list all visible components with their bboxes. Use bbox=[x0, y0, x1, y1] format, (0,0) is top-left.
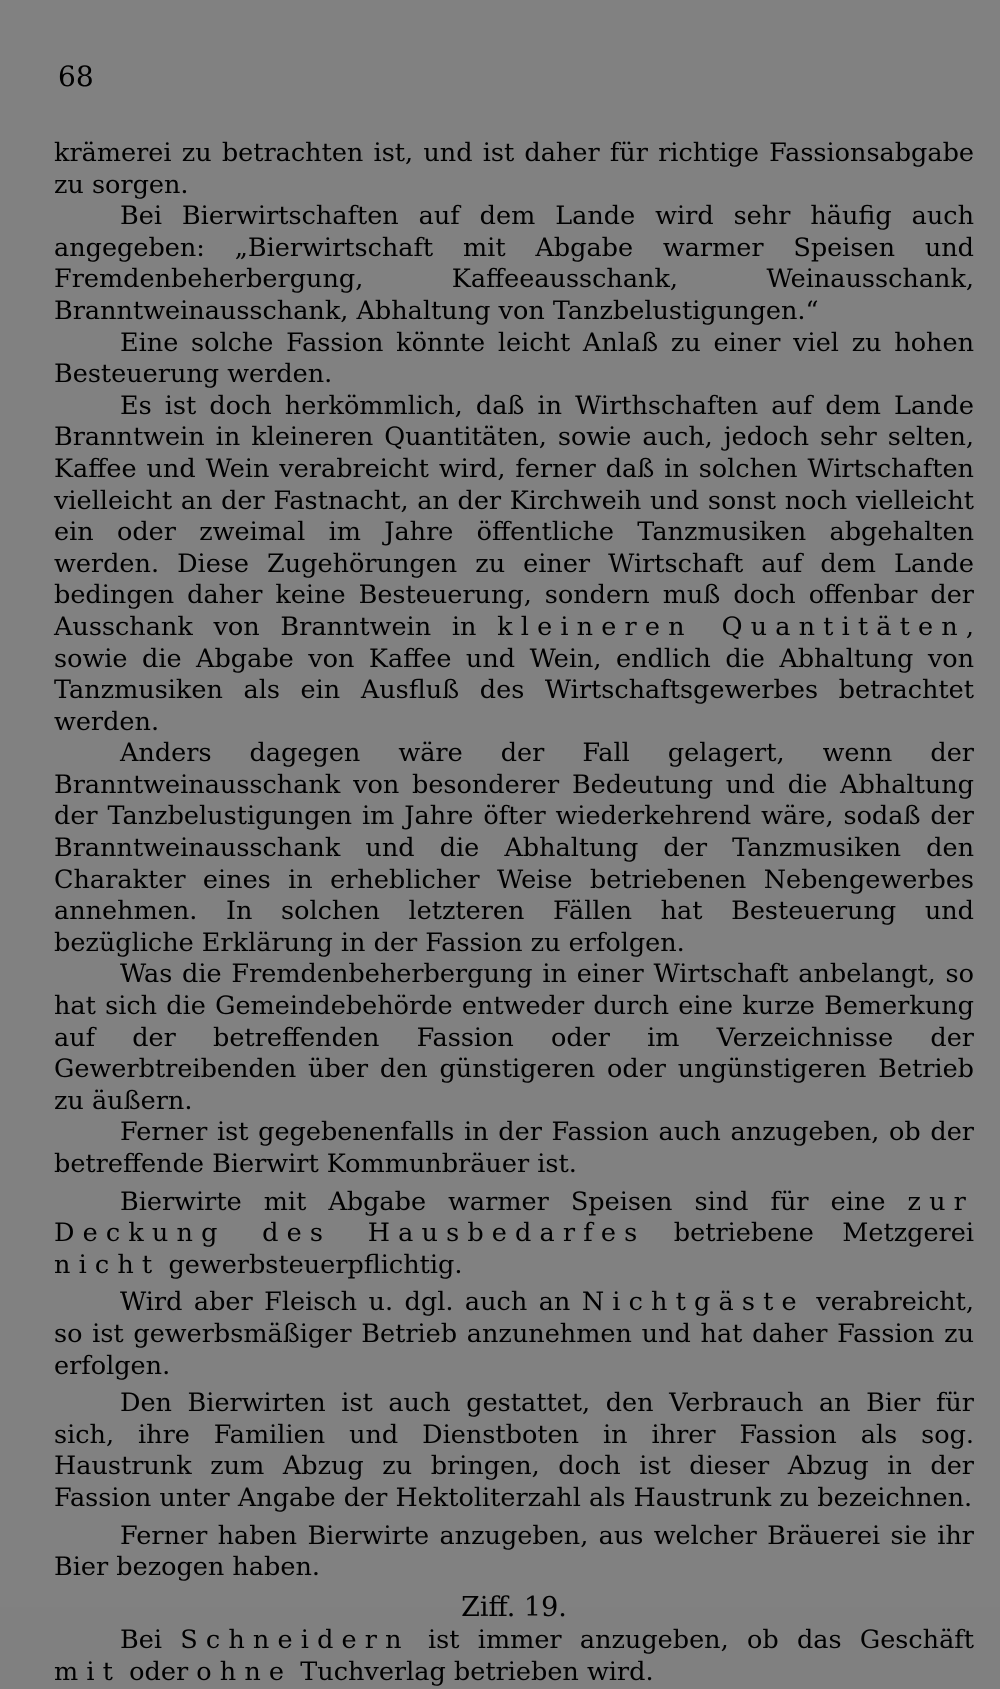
paragraph: Den Bierwirten ist auch gestattet, den Verbrauch an Bier für sich, ihre Familien und Dienstboten in ihrer Fassion als sog. Haustrunk zum Abzug zu bringen, doch ist dieser Abzug in der Fassion unter Angabe der Hektoliterzahl als Haustrunk zu bezeichnen. bbox=[54, 1388, 974, 1513]
spaced-emphasis: zur Deckung des Hausbedarfes bbox=[54, 1186, 974, 1249]
text-run: verabreicht, so ist gewerbsmäßiger Betrieb anzunehmen und hat daher Fassion zu erfolgen. bbox=[54, 1287, 974, 1381]
paragraph-continuation: krämerei zu betrachten ist, und ist daher für richtige Fassionsabgabe zu sorgen. bbox=[54, 138, 974, 200]
paragraph: Ferner haben Bierwirte anzugeben, aus welcher Bräuerei sie ihr Bier bezogen haben. bbox=[54, 1520, 974, 1583]
text-run: , sowie die Abgabe von Kaffee und Wein, endlich die Abhaltung von Tanzmusiken als ein Ausfluß des Wirtschaftsgewerbes betrachtet werden. bbox=[54, 611, 975, 737]
paragraph: Ferner ist gegebenenfalls in der Fassion auch anzugeben, ob der betreffende Bierwirt Kommunbräuer ist. bbox=[54, 1117, 974, 1179]
text-run: Bierwirte mit Abgabe warmer Speisen sind für eine bbox=[120, 1186, 908, 1217]
spaced-emphasis: nicht bbox=[54, 1249, 161, 1280]
spaced-emphasis: mit bbox=[54, 1656, 122, 1687]
spaced-emphasis: ohne bbox=[196, 1656, 293, 1687]
text-run: Es ist doch herkömmlich, daß in Wirthschaften auf dem Lande Branntwein in kleineren Quantitäten, sowie auch, jedoch sehr selten, Kaffee und Wein verabreicht wird, ferner daß in solchen Wirtschaften vielleicht an der Fastnacht, an der Kirchweih und sonst noch vielleicht ein oder zweimal im Jahre öffentliche Tanzmusiken abgehalten werden. Diese Zugehörungen zu einer Wirtschaft auf dem Lande bedingen daher keine Besteuerung, sondern muß doch offenbar der Ausschank von Branntwein in bbox=[54, 390, 974, 642]
paragraph: Bei Bierwirtschaften auf dem Lande wird sehr häufig auch angegeben: „Bierwirtschaft mit Abgabe warmer Speisen und Fremdenbeherbergung, Kaffeeausschank, Weinausschank, Branntweinausschank, Abhaltung von Tanzbelustigungen.“ bbox=[54, 201, 974, 326]
text-run: oder bbox=[121, 1656, 197, 1687]
text-run: Wird aber Fleisch u. dgl. auch an bbox=[120, 1287, 582, 1318]
spaced-emphasis: Nichtgäste bbox=[581, 1287, 805, 1318]
spaced-emphasis: kleineren Quantitäten bbox=[497, 611, 966, 642]
section-heading: Ziff. 19. bbox=[461, 1591, 567, 1623]
text-run: Tuchverlag betrieben wird. bbox=[292, 1656, 654, 1687]
paragraph: Was die Fremdenbeherbergung in einer Wirtschaft anbelangt, so hat sich die Gemeindebehörde entweder durch eine kurze Bemerkung auf der betreffenden Fassion oder im Verzeichnisse der Gewerbtreibenden über den günstigeren oder ungünstigeren Betrieb zu äußern. bbox=[54, 959, 974, 1116]
text-run: ist immer anzugeben, ob das Geschäft bbox=[409, 1625, 974, 1656]
text-run: Bei bbox=[120, 1625, 181, 1656]
paragraph bbox=[54, 391, 974, 739]
page-number: 68 bbox=[58, 60, 94, 93]
paragraph: Anders dagegen wäre der Fall gelagert, wenn der Branntweinausschank von besonderer Bedeutung und die Abhaltung der Tanzbelustigungen im Jahre öfter wiederkehrend wäre, sodaß der Branntweinausschank und die Abhaltung der Tanzmusiken den Charakter eines in erheblicher Weise betriebenen Nebengewerbes annehmen. In solchen letzteren Fällen hat Besteuerung und bezügliche Erklärung in der Fassion zu erfolgen. bbox=[54, 738, 974, 958]
text-run: betriebene Metzgerei bbox=[645, 1218, 974, 1249]
paragraph: Eine solche Fassion könnte leicht Anlaß zu einer viel zu hohen Besteuerung werden. bbox=[54, 327, 974, 390]
spaced-emphasis: Schneidern bbox=[180, 1625, 410, 1656]
paragraph bbox=[54, 1187, 974, 1282]
paragraph bbox=[54, 1287, 974, 1382]
body-text bbox=[54, 138, 974, 1689]
text-run: gewerbsteuerpflichtig. bbox=[160, 1249, 463, 1280]
paragraph bbox=[54, 1625, 974, 1688]
